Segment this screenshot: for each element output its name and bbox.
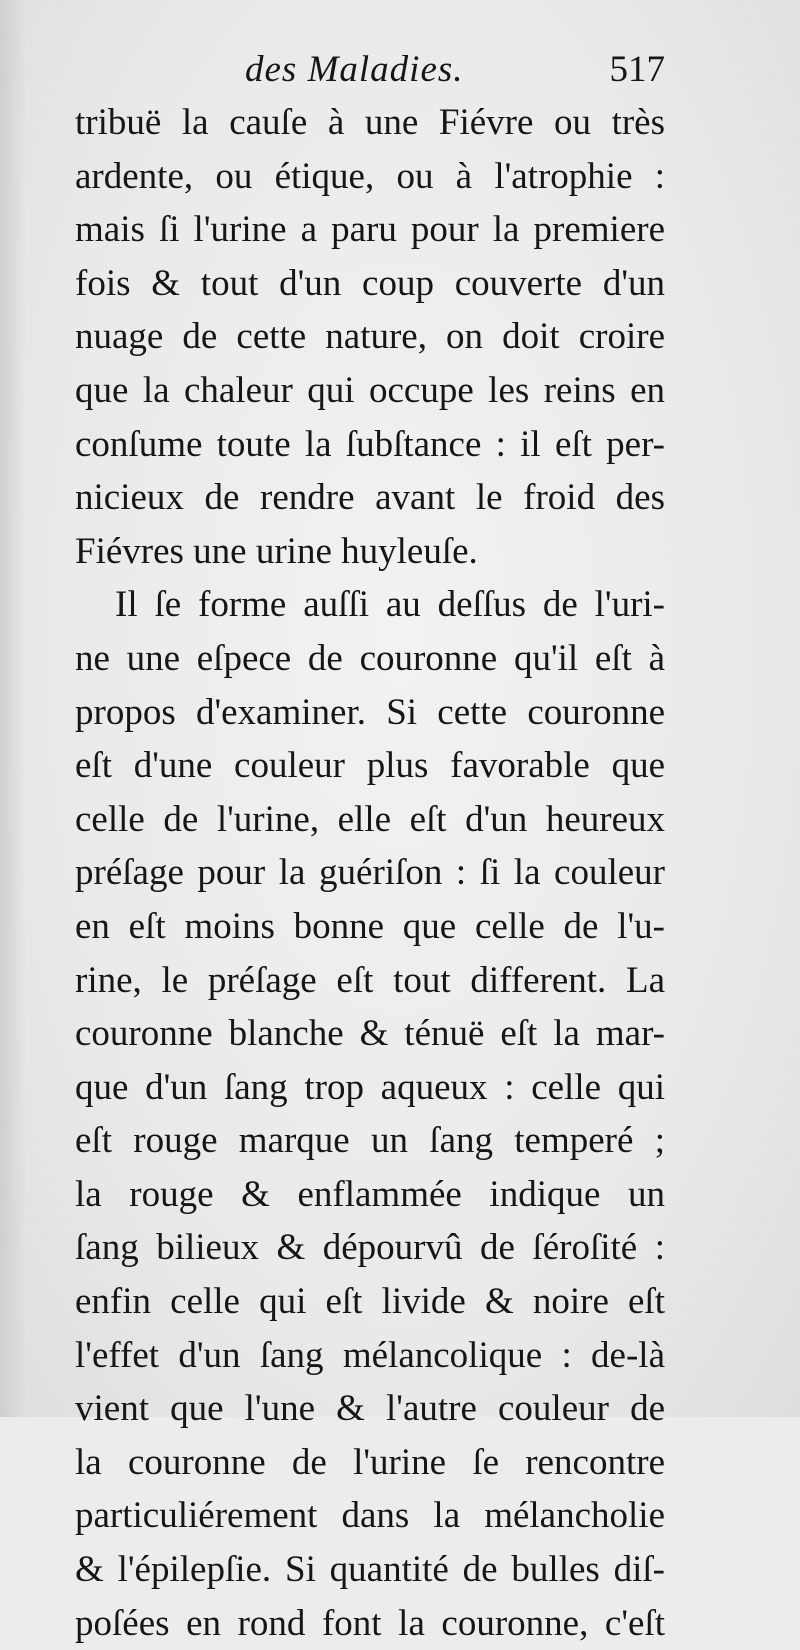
text-line: ardente, ou étique, ou à l'atrophie : [75,155,665,197]
text-line: Il ſe forme auſſi au deſſus de l'uri- [115,584,665,626]
text-line: poſées en rond font la couronne, c'eſt [75,1602,665,1644]
text-line: en eſt moins bonne que celle de l'u- [75,905,665,947]
text-line: que d'un ſang trop aqueux : celle qui [75,1066,665,1108]
text-line: & l'épilepſie. Si quantité de bulles diſ- [75,1549,665,1591]
text-line: l'effet d'un ſang mélancolique : de-là [75,1334,665,1376]
text-line: tribuë la cauſe à une Fiévre ou très [75,102,665,143]
text-line: eſt rouge marque un ſang temperé ; [75,1120,665,1162]
text-line: ne une eſpece de couronne qu'il eſt à [75,637,665,679]
text-line: nuage de cette nature, on doit croire [75,316,665,358]
text-line: conſume toute la ſubſtance : il eſt per- [75,423,665,465]
text-line: celle de l'urine, elle eſt d'un heureux [75,798,665,840]
text-line: Fiévres une urine huyleuſe. [75,530,478,572]
text-line: ſang bilieux & dépourvû de ſéroſité : [75,1227,665,1269]
text-line: couronne blanche & ténuë eſt la mar- [75,1013,665,1055]
text-line: nicieux de rendre avant le froid des [75,477,665,519]
text-line: mais ſi l'urine a paru pour la premiere [75,209,665,251]
text-line: propos d'examiner. Si cette couronne [75,691,665,733]
text-line: rine, le préſage eſt tout different. La [75,959,665,1001]
text-line: la couronne de l'urine ſe rencontre [75,1441,665,1483]
text-line: la rouge & enflammée indique un [75,1173,665,1215]
text-line: préſage pour la guériſon : ſi la couleur [75,852,665,894]
text-line: eſt d'une couleur plus favorable que [75,745,665,787]
running-head: des Maladies. [245,49,464,90]
text-line: enfin celle qui eſt livide & noire eſt [75,1281,665,1323]
text-line: vient que l'une & l'autre couleur de [75,1388,665,1430]
page-gutter-shadow [0,0,26,1417]
text-line: fois & tout d'un coup couverte d'un [75,262,665,304]
text-line: que la chaleur qui occupe les reins en [75,369,665,411]
text-line: particuliérement dans la mélancholie [75,1495,665,1537]
page-number: 517 [609,49,665,90]
page-header [75,48,665,94]
